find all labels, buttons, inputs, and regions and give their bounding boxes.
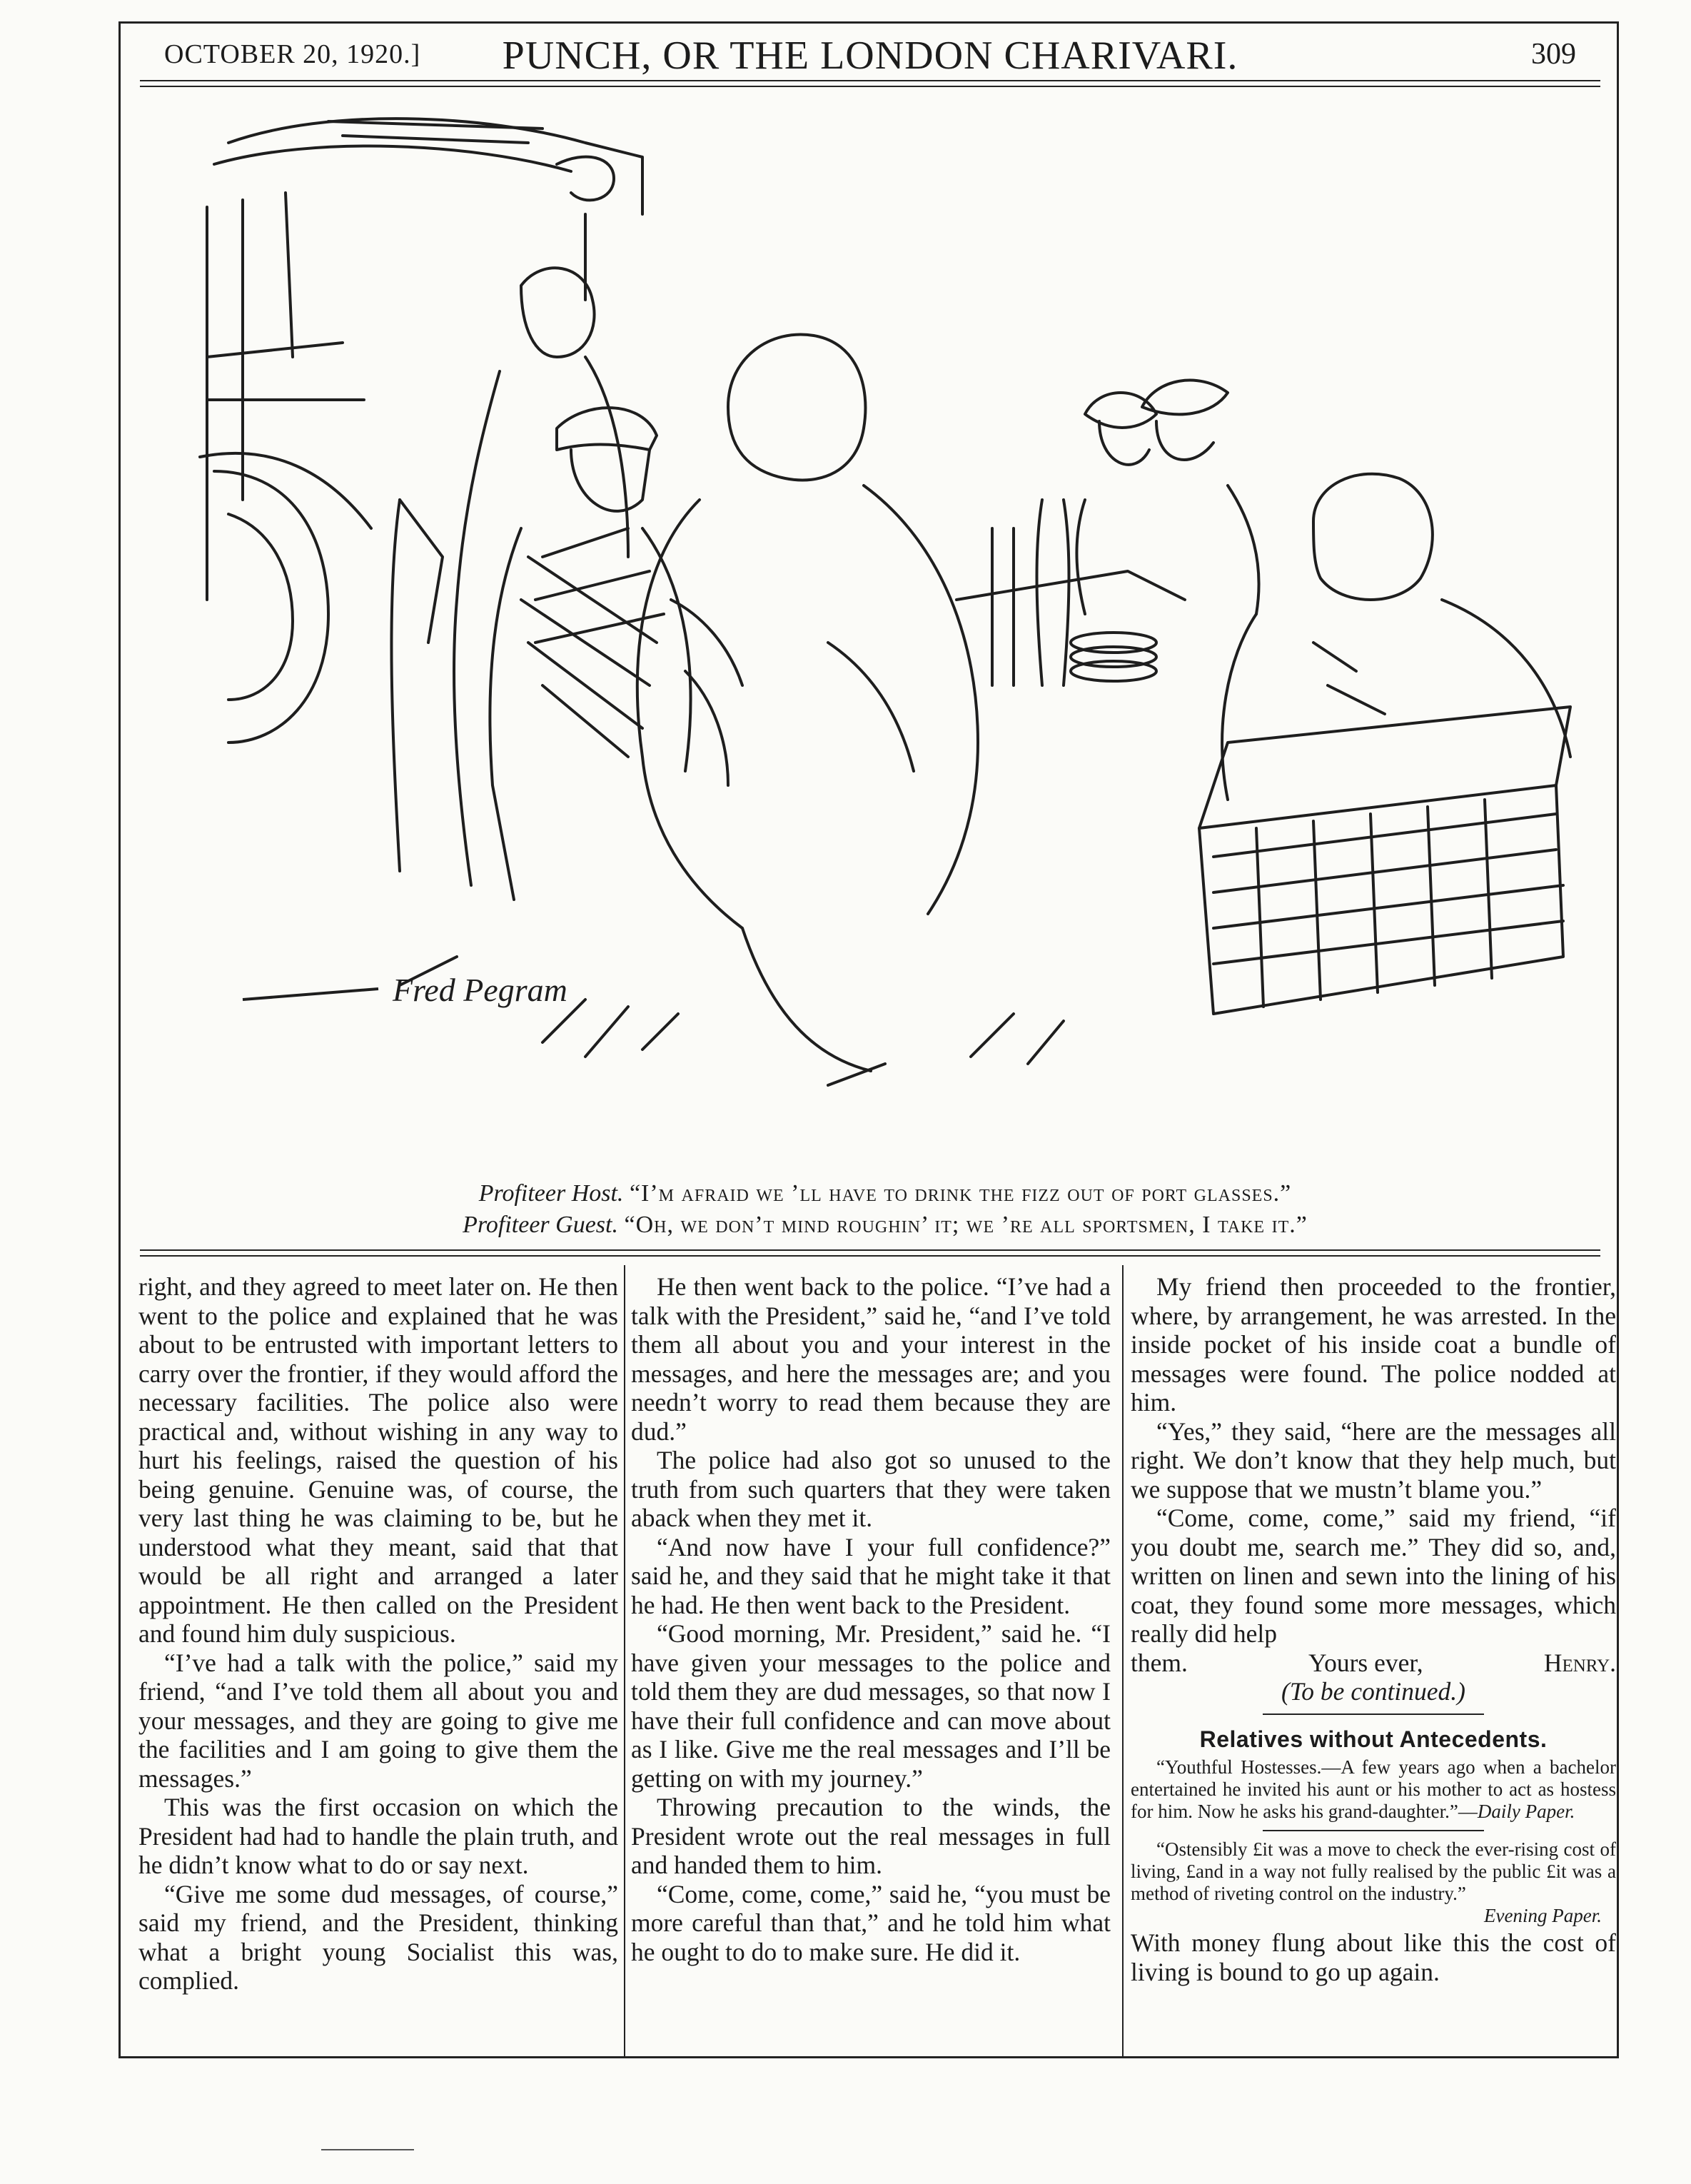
header-rule-2 bbox=[140, 86, 1600, 87]
paragraph: “Yes,” they said, “here are the messages all right. We don’t know that they help much, but we suppose that we mustn’t blame you.” bbox=[1131, 1416, 1616, 1504]
caption-line-1 bbox=[236, 1178, 1535, 1209]
picnic-hamper-drawing bbox=[1199, 707, 1570, 1014]
column-divider-2 bbox=[1122, 1265, 1124, 2058]
signoff-line bbox=[1131, 1649, 1616, 1678]
svg-text:Fred Pegram: Fred Pegram bbox=[393, 972, 567, 1008]
paragraph: “Give me some dud messages, of course,” said my friend, and the President, thinking what a bright young Socialist this was, complied. bbox=[138, 1879, 618, 1995]
caption-text-1: “I’m afraid we ’ll have to drink the fizz out of port glasses.” bbox=[629, 1180, 1292, 1207]
paragraph: “And now have I your full confidence?” said he, and they said that he might take it that he had. He then went back to the President. bbox=[631, 1532, 1111, 1619]
header-rule bbox=[140, 80, 1600, 81]
caption-speaker-2: Profiteer Guest. bbox=[463, 1212, 618, 1238]
paragraph: “Good morning, Mr. President,” said he. “I have given your messages to the police and told them they are dud messages, so that now I have their full confidence and can move about as I like. Give me the real messages and I’ll be getting on with my journey.” bbox=[631, 1619, 1111, 1793]
motor-car-drawing bbox=[200, 119, 642, 743]
standing-man-drawing bbox=[391, 268, 628, 885]
column-divider-1 bbox=[624, 1265, 625, 2058]
publication-title: PUNCH, OR THE LONDON CHARIVARI. bbox=[502, 34, 1238, 78]
paragraph: “Come, come, come,” said he, “you must be more careful than that,” and he told him what he ought to do to make sure. He did it. bbox=[631, 1879, 1111, 1966]
caption-line-2 bbox=[236, 1209, 1535, 1241]
page-number: 309 bbox=[1531, 38, 1576, 71]
picnic-table-drawing bbox=[956, 500, 1185, 685]
quote-1: “Youthful Hostesses.—A few years ago when a bachelor entertained he invited his aunt or his mother to act as hostess for him. Now he asks his grand-daughter.”—Daily Paper. bbox=[1131, 1756, 1616, 1822]
paragraph: Throwing precaution to the winds, the President wrote out the real messages in full and handed them to him. bbox=[631, 1793, 1111, 1879]
page-bottom-mark bbox=[321, 2149, 414, 2150]
paragraph: right, and they agreed to meet later on. He then went to the police and explained that he was about to be entrusted with important letters to carry over the frontier, if they would afford the necessary facilities. The police also were practical and, without wishing in any way to hurt his feelings, raised the question of his being genuine. Genuine was, of course, the very last thing he was claiming to be, but he understood what they meant, said that that would be all right and arranged a later appointment. He then called on the President and found him duly suspicious. bbox=[138, 1272, 618, 1648]
caption-text-2: “Oh, we don’t mind roughin’ it; we ’re all sportsmen, I take it.” bbox=[624, 1212, 1308, 1238]
quote-1-source: Daily Paper. bbox=[1477, 1801, 1575, 1822]
author-name: Henry. bbox=[1543, 1648, 1616, 1677]
seated-guest-drawing bbox=[1222, 474, 1570, 800]
artist-signature bbox=[243, 972, 567, 1008]
section-heading: Relatives without Antecedents. bbox=[1199, 1726, 1548, 1752]
cartoon-illustration bbox=[186, 100, 1599, 1164]
caption-speaker-1: Profiteer Host. bbox=[478, 1180, 624, 1207]
paragraph: “I’ve had a talk with the police,” said my friend, “and I’ve told them all about you and your messages, and they are going to give me the facilities and I am going to give them the messages.” bbox=[138, 1648, 618, 1793]
seated-host-drawing bbox=[637, 334, 978, 1071]
page-header bbox=[140, 33, 1600, 79]
paragraph: He then went back to the police. “I’ve had a talk with the President,” said he, “and I’ve told them all about you and your interest in the messages, and here the messages are; and you needn’t worry to read them because they are dud.” bbox=[631, 1272, 1111, 1446]
quote-2-source: Evening Paper. bbox=[1484, 1905, 1602, 1926]
to-be-continued: (To be continued.) bbox=[1281, 1677, 1465, 1706]
signoff: Yours ever, bbox=[1308, 1648, 1423, 1677]
article-column-1 bbox=[138, 1272, 618, 1996]
article-column-3 bbox=[1131, 1272, 1616, 1986]
caption-rule bbox=[140, 1249, 1600, 1251]
article-column-2 bbox=[631, 1272, 1111, 1966]
paragraph: This was the first occasion on which the President had had to handle the plain truth, and he didn’t know what to do or say next. bbox=[138, 1793, 618, 1879]
quote-2: “Ostensibly £it was a move to check the ever-rising cost of living, £and in a way not fully realised by the public £it was a method of riveting control on the industry.” bbox=[1131, 1838, 1616, 1904]
paragraph-end: them. bbox=[1131, 1648, 1188, 1677]
caption-rule-2 bbox=[140, 1255, 1600, 1257]
issue-date: OCTOBER 20, 1920.] bbox=[164, 39, 421, 69]
closing-remark: With money flung about like this the cost of living is bound to go up again. bbox=[1131, 1928, 1616, 1986]
quote-rule bbox=[1263, 1830, 1484, 1831]
paragraph: “Come, come, come,” said my friend, “if you doubt me, search me.” They did so, and, written on linen and sewn into the lining of his coat, they found some more messages, which really did help bbox=[1131, 1504, 1616, 1648]
paragraph: My friend then proceeded to the frontier, where, by arrangement, he was arrested. In the inside pocket of his inside coat a bundle of messages were found. The police nodded at him. bbox=[1131, 1272, 1616, 1416]
paragraph: The police had also got so unused to the truth from such quarters that they were taken aback when they met it. bbox=[631, 1446, 1111, 1532]
section-rule bbox=[1263, 1714, 1484, 1715]
women-guests-drawing bbox=[1076, 381, 1258, 614]
